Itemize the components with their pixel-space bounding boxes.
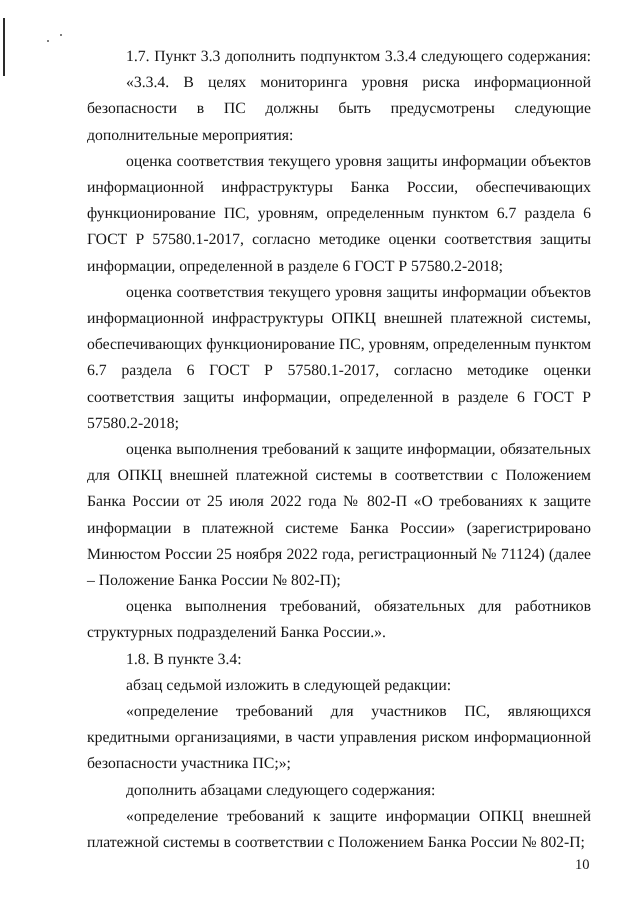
- paragraph-seventh-abzac: абзац седьмой изложить в следующей редакции:: [126, 676, 452, 694]
- margin-vertical-line: [3, 18, 5, 76]
- document-body: [87, 44, 591, 856]
- paragraph-participant-requirements: «определение требований для участников ПС, являющихся кредитными организациями, в части управления риском информационной безопасности участника ПС;»;: [87, 703, 591, 773]
- paragraph-3-3-4: «3.3.4. В целях мониторинга уровня риска информационной безопасности в ПС должны быть предусмотрены следующие дополнительные мероприятия:: [87, 74, 591, 144]
- paragraph-opkc-requirements: «определение требований к защите информации ОПКЦ внешней платежной системы в соответствии с Положением Банка России № 802-П;: [87, 807, 591, 852]
- paragraph-1-7: 1.7. Пункт 3.3 дополнить подпунктом 3.3.4 следующего содержания:: [126, 48, 591, 65]
- scan-speck: [47, 40, 49, 42]
- scan-speck: [60, 34, 62, 36]
- paragraph-1-8: 1.8. В пункте 3.4:: [126, 650, 242, 668]
- paragraph-assessment-opkc-requirements: оценка выполнения требований к защите информации, обязательных для ОПКЦ внешней платежной системы в соответствии с Положением Банка России от 25 июля 2022 года № 802-П «О требованиях к защите информации в платежной системе Банка России» (зарегистрировано Минюстом России 25 ноября 2022 года, регистрационный № 71124) (далее – Положение Банка России № 802-П);: [87, 441, 591, 590]
- paragraph-assessment-employees: оценка выполнения требований, обязательных для работников структурных подразделений Банка России.».: [87, 598, 591, 642]
- page-number: 10: [575, 857, 590, 873]
- paragraph-assessment-bank-infrastructure: оценка соответствия текущего уровня защиты информации объектов информационной инфраструктуры Банка России, обеспечивающих функционирование ПС, уровням, определенным пунктом 6.7 раздела 6 ГОСТ Р 57580.1-2017, согласно методике оценки соответствия защиты информации, определенной в разделе 6 ГОСТ Р 57580.2-2018;: [87, 152, 591, 275]
- paragraph-add-abzacs: дополнить абзацами следующего содержания:: [126, 781, 436, 799]
- paragraph-assessment-opkc-infrastructure: оценка соответствия текущего уровня защиты информации объектов информационной инфраструктуры ОПКЦ внешней платежной системы, обеспечивающих функционирование ПС, уровням, определенным пунктом 6.7 раздела 6 ГОСТ Р 57580.1-2017, согласно методике оценки соответствия защиты информации, определенной в разделе 6 ГОСТ Р 57580.2-2018;: [87, 283, 591, 432]
